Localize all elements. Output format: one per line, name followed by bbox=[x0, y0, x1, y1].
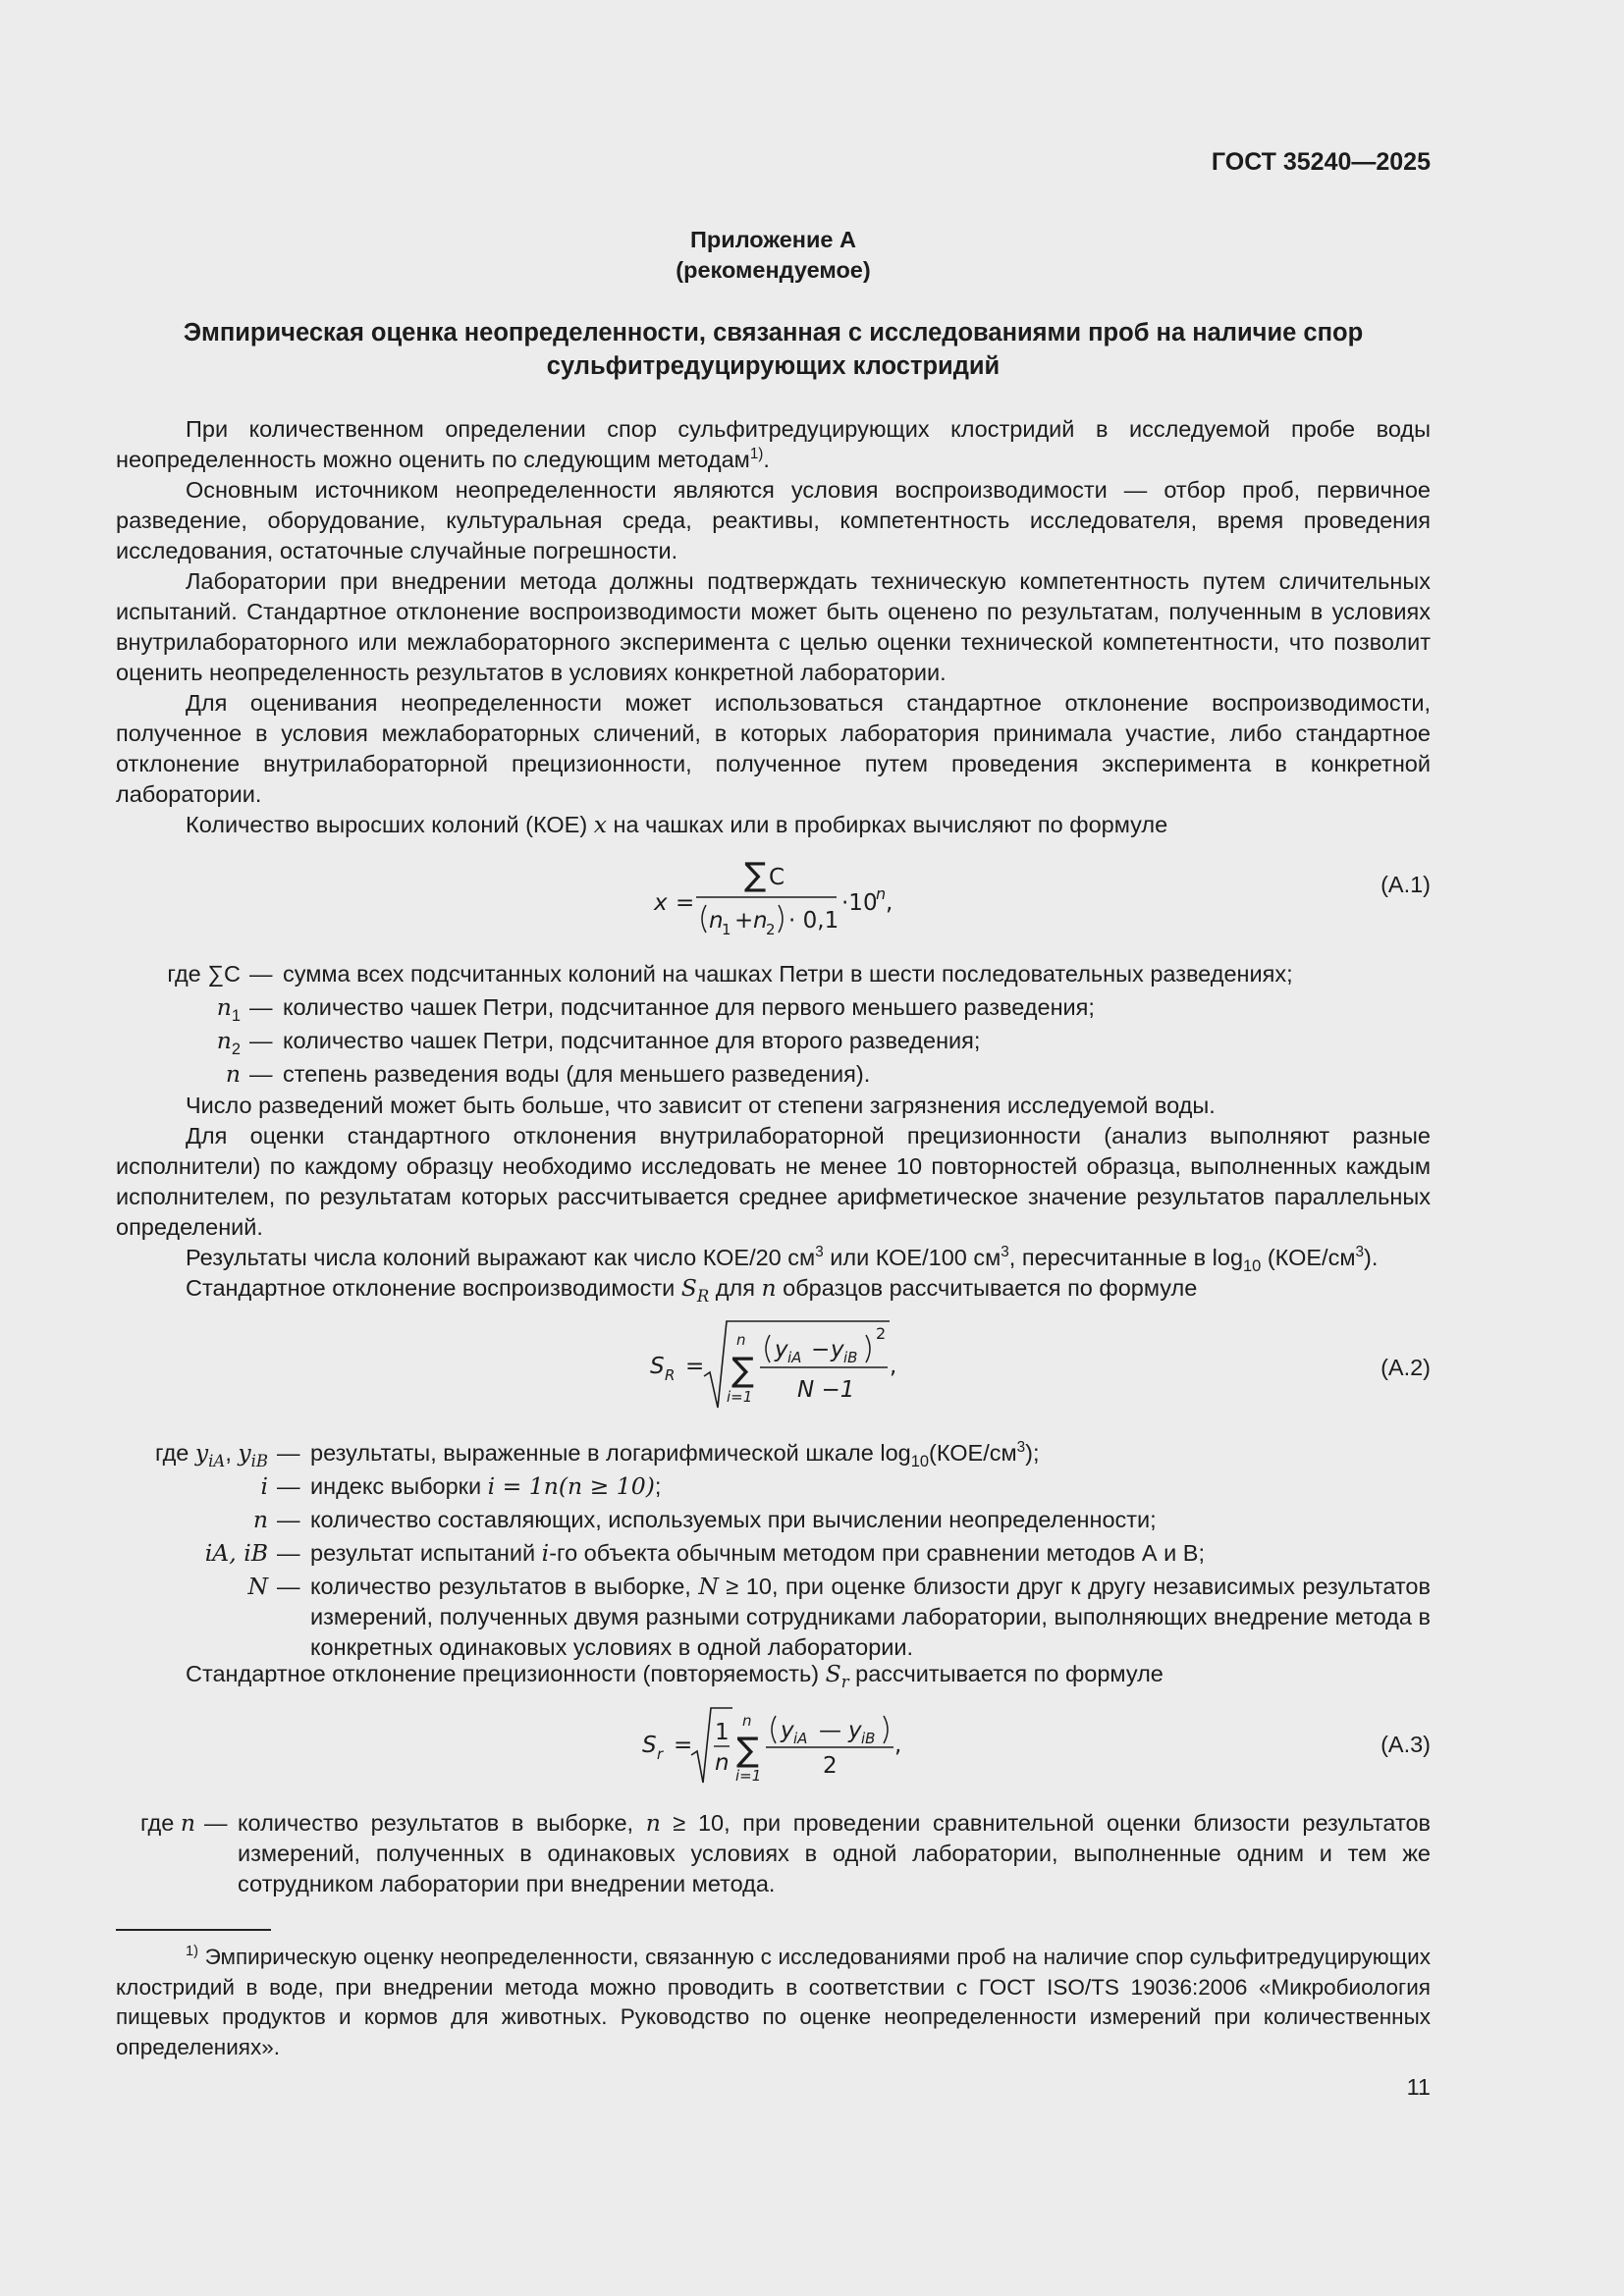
standard-code: ГОСТ 35240—2025 bbox=[1211, 148, 1431, 176]
page-number: 11 bbox=[1406, 2074, 1431, 2100]
paragraph-1: При количественном определении спор сульфитредуцирующих клостридий в исследуемой пробе воды неопределенность можно оценить по следующим методам$^{1)}$. bbox=[116, 416, 1431, 472]
svg-text:y: y bbox=[831, 1337, 844, 1362]
svg-text:,: , bbox=[894, 1733, 902, 1758]
where1-n2-desc: количество чашек Петри, подсчитанное для второго разведения; bbox=[283, 1028, 981, 1053]
where3-n-term: где n bbox=[140, 1809, 195, 1837]
svg-text:S: S bbox=[642, 1733, 657, 1758]
section-title-line2: сульфитредуцирующих клостридий bbox=[546, 352, 1001, 380]
svg-text:2: 2 bbox=[876, 1324, 887, 1343]
svg-text:y: y bbox=[775, 1337, 788, 1362]
middle-text bbox=[116, 1091, 1431, 1304]
dash: — bbox=[249, 1028, 273, 1053]
where2-n-term: n bbox=[252, 1506, 268, 1533]
paragraph-9: Стандартное отклонение воспроизводимости $S_R$ для n образцов рассчитывается по формуле bbox=[186, 1274, 1198, 1306]
where-list-2 bbox=[116, 1436, 1431, 1663]
svg-text:+: + bbox=[734, 908, 754, 934]
intro-text bbox=[116, 414, 1431, 840]
section-title-line1: Эмпирическая оценка неопределенности, связанная с исследованиями проб на наличие спор bbox=[183, 319, 1364, 347]
dash: — bbox=[277, 1507, 300, 1532]
svg-text:n: n bbox=[715, 1750, 730, 1776]
svg-text:,: , bbox=[886, 890, 893, 916]
svg-text:2: 2 bbox=[823, 1753, 838, 1779]
where2-iaib-desc: результат испытаний i-го объекта обычным методом при сравнении методов А и В; bbox=[310, 1539, 1205, 1567]
footnote: $^{1)}$ Эмпирическую оценку неопределенности, связанную с исследованиями проб на наличие спор сульфитредуцирующих клостридий в воде, при внедрении метода можно проводить в соответствии с ГОСТ ISO/TS 19036:2006 «Микробиология пищевых продуктов и кормов для животных. Руководство по оценке неопределенности измерений при количественных определениях». bbox=[116, 1944, 1431, 2059]
svg-text:2: 2 bbox=[766, 921, 776, 938]
where2-y-desc: результаты, выраженные в логарифмической шкале $\log_{10}(КОЕ/см^3)$; bbox=[310, 1438, 1040, 1470]
dash: — bbox=[249, 961, 273, 987]
svg-text:n: n bbox=[876, 884, 887, 903]
paragraph-2: Основным источником неопределенности являются условия воспроизводимости — отбор проб, первичное разведение, оборудование, культуральная среда, реактивы, компетентность исследователя, время проведения исследования, остаточные случайные погрешности. bbox=[116, 477, 1431, 563]
where-list-1 bbox=[116, 957, 1431, 1091]
where2-i-desc: индекс выборки i = 1n(n ≥ 10); bbox=[310, 1472, 662, 1500]
where2-n-desc: количество составляющих, используемых при вычислении неопределенности; bbox=[310, 1507, 1157, 1532]
where1-n-term: n bbox=[225, 1060, 241, 1088]
appendix-subtitle: (рекомендуемое) bbox=[676, 257, 871, 283]
svg-text:−: − bbox=[811, 1337, 831, 1362]
svg-text:iA: iA bbox=[787, 1349, 802, 1366]
svg-text:n: n bbox=[753, 908, 768, 934]
svg-text:iA: iA bbox=[793, 1730, 808, 1747]
svg-text:· 0,1: · 0,1 bbox=[788, 908, 839, 934]
where3-n-desc: количество результатов в выборке, n ≥ 10, при проведении сравнительной оценки близости результатов измерений, полученных в одинаковых условиях в одной лаборатории, выполненные одним и тем же сотрудником лаборатории при внедрении метода. bbox=[238, 1809, 1431, 1896]
footnote-ref[interactable]: 1) bbox=[749, 445, 764, 462]
formula-a2-number: (А.2) bbox=[1380, 1355, 1431, 1380]
svg-text:=: = bbox=[685, 1354, 705, 1379]
svg-text:iB: iB bbox=[843, 1349, 858, 1366]
where2-i-term: i bbox=[260, 1472, 268, 1500]
paragraph-5: Количество выросших колоний (КОЕ) x на чашках или в пробирках вычисляют по формуле bbox=[186, 811, 1168, 838]
svg-text:,: , bbox=[890, 1354, 897, 1379]
dash: — bbox=[249, 994, 273, 1020]
formula-a2 bbox=[0, 1306, 1624, 1423]
svg-text:∑: ∑ bbox=[744, 855, 767, 893]
svg-text:C: C bbox=[769, 865, 785, 890]
footnote-separator bbox=[116, 1929, 271, 1931]
svg-text:S: S bbox=[650, 1354, 665, 1379]
appendix-title: Приложение А bbox=[690, 227, 856, 252]
svg-text:1: 1 bbox=[715, 1720, 730, 1745]
dash: — bbox=[277, 1574, 300, 1599]
svg-text:—: — bbox=[819, 1718, 841, 1743]
where2-iaib-term: iA, iB bbox=[204, 1539, 268, 1567]
where1-n2-term: $n_2$ bbox=[216, 1027, 241, 1058]
svg-text:1: 1 bbox=[722, 921, 731, 938]
svg-text:y: y bbox=[781, 1718, 794, 1743]
where2-N-desc: количество результатов в выборке, N ≥ 10, при оценке близости друг к другу независимых результатов измерений, полученных двумя разными сотрудниками лаборатории, выполняющих внедрение метода в конкретных одинаковых условиях в одной лаборатории. bbox=[310, 1573, 1431, 1660]
svg-text:N −1: N −1 bbox=[797, 1377, 855, 1403]
dash: — bbox=[249, 1061, 273, 1087]
where2-N-term: N bbox=[247, 1573, 268, 1600]
formula-a3 bbox=[0, 1696, 1624, 1794]
svg-text:n: n bbox=[709, 908, 724, 934]
formula-a1-number: (А.1) bbox=[1380, 872, 1431, 897]
paragraph-6: Число разведений может быть больше, что зависит от степени загрязнения исследуемой воды. bbox=[186, 1093, 1216, 1118]
where1-n-desc: степень разведения воды (для меньшего разведения). bbox=[283, 1061, 871, 1087]
svg-text:n: n bbox=[736, 1331, 746, 1349]
svg-text:i=1: i=1 bbox=[735, 1767, 762, 1785]
svg-text:x: x bbox=[654, 890, 668, 916]
where2-y-term: где $y_{iA}$, $y_{iB}$ bbox=[155, 1439, 268, 1470]
paragraph-8: Результаты числа колоний выражают как число КОЕ/20 $см^3$ или КОЕ/100 $см^3$, пересчитанные в $\log_{10} (КОЕ/см^3)$. bbox=[186, 1243, 1379, 1275]
formula-a1 bbox=[0, 846, 1624, 944]
svg-text:·10: ·10 bbox=[841, 890, 878, 916]
dash: — bbox=[277, 1440, 300, 1466]
footnote-marker: 1) bbox=[186, 1944, 198, 1960]
formula-a3-number: (А.3) bbox=[1380, 1732, 1431, 1757]
where-list-3 bbox=[116, 1806, 1431, 1899]
where1-sum-desc: сумма всех подсчитанных колоний на чашках Петри в шести последовательных разведениях; bbox=[283, 961, 1293, 987]
svg-text:=: = bbox=[674, 1733, 693, 1758]
where1-n1-desc: количество чашек Петри, подсчитанное для первого меньшего разведения; bbox=[283, 994, 1095, 1020]
where1-n1-term: $n_1$ bbox=[216, 993, 241, 1025]
svg-text:=: = bbox=[676, 890, 695, 916]
svg-text:iB: iB bbox=[861, 1730, 876, 1747]
paragraph-4: Для оценивания неопределенности может использоваться стандартное отклонение воспроизводимости, полученное в условия межлабораторных сличений, в которых лаборатория принимала участие, либо стандартное отклонение внутрилабораторной прецизионности, полученное путем проведения эксперимента в конкретной лаборатории. bbox=[116, 690, 1431, 807]
svg-text:R: R bbox=[665, 1366, 676, 1384]
dash: — bbox=[277, 1540, 300, 1566]
svg-text:r: r bbox=[657, 1745, 664, 1763]
where1-sum-term: где ∑C bbox=[167, 961, 241, 987]
svg-text:∑: ∑ bbox=[736, 1731, 759, 1770]
svg-text:∑: ∑ bbox=[731, 1351, 754, 1390]
pre-a3-text bbox=[116, 1659, 1431, 1689]
paragraph-10: Стандартное отклонение прецизионности (повторяемость) $S_r$ рассчитывается по формуле bbox=[186, 1660, 1164, 1691]
dash: — bbox=[277, 1473, 300, 1499]
paragraph-3: Лаборатории при внедрении метода должны подтверждать техническую компетентность путем сличительных испытаний. Стандартное отклонение воспроизводимости может быть оценено по результатам, полученным в условиях внутрилабораторного или межлабораторного эксперимента с целью оценки технической компетентности, что позволит оценить неопределенность результатов в условиях конкретной лаборатории. bbox=[116, 568, 1431, 685]
paragraph-7: Для оценки стандартного отклонения внутрилабораторной прецизионности (анализ выполняют разные исполнители) по каждому образцу необходимо исследовать не менее 10 повторностей образца, выполненных каждым исполнителем, по результатам которых рассчитывается среднее арифметическое значение результатов параллельных определений. bbox=[116, 1123, 1431, 1240]
dash: — bbox=[204, 1810, 228, 1836]
svg-text:n: n bbox=[742, 1712, 752, 1730]
svg-text:i=1: i=1 bbox=[727, 1388, 753, 1406]
svg-text:y: y bbox=[848, 1718, 862, 1743]
